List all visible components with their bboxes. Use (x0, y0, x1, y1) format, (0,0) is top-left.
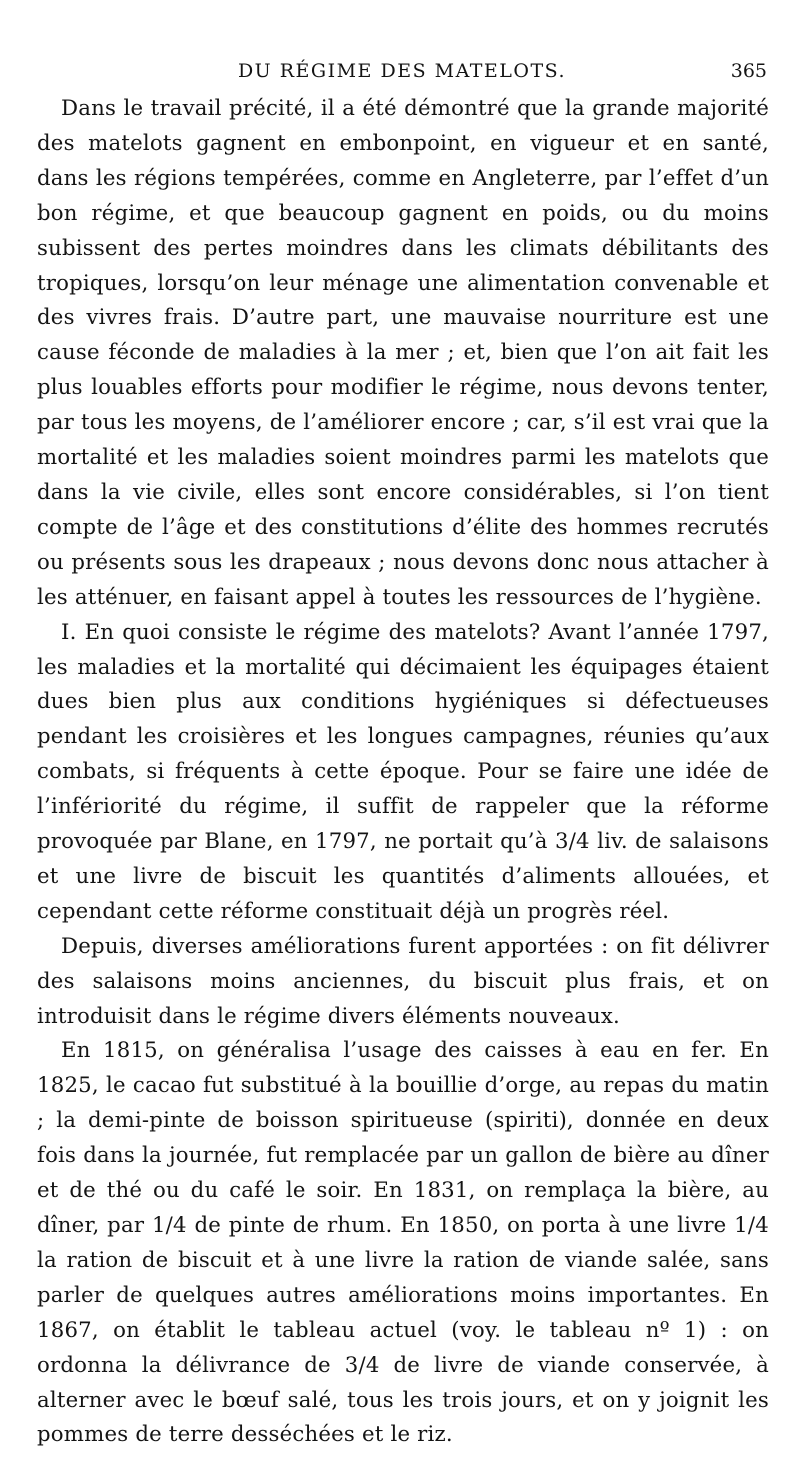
running-title: DU RÉGIME DES MATELOTS. (237, 60, 567, 82)
body-text (37, 92, 769, 1453)
paragraph-2: I. En quoi consiste le régime des matelots? Avant l’année 1797, les maladies et la mortalité qui décimaient les équipages étaient dues bien plus aux conditions hygiéniques si défectueuses pendant les croisières et les longues campagnes, réunies qu’aux combats, si fréquents à cette époque. Pour se faire une idée de l’infériorité du régime, il suffit de rappeler que la réforme provoquée par Blane, en 1797, ne portait qu’à 3/4 liv. de salaisons et une livre de biscuit les quantités d’aliments allouées, et cependant cette réforme constituait déjà un progrès réel. (37, 619, 769, 924)
paragraph-4: En 1815, on généralisa l’usage des caisses à eau en fer. En 1825, le cacao fut substitué à la bouillie d’orge, au repas du matin ; la demi-pinte de boisson spiritueuse (spiriti), donnée en deux fois dans la journée, fut remplacée par un gallon de bière au dîner et de thé ou du café le soir. En 1831, on remplaça la bière, au dîner, par 1/4 de pinte de rhum. En 1850, on porta à une livre 1/4 la ration de biscuit et à une livre la ration de viande salée, sans parler de quelques autres améliorations moins importantes. En 1867, on établit le tableau actuel (voy. le tableau nº 1) : on ordonna la délivrance de 3/4 de livre de viande conservée, à alterner avec le bœuf salé, tous les trois jours, et on y joignit les pommes de terre desséchées et le riz. (37, 1038, 769, 1448)
page-number: 365 (730, 60, 767, 82)
paragraph-1: Dans le travail précité, il a été démontré que la grande majorité des matelots gagnent en embonpoint, en vigueur et en santé, dans les régions tempérées, comme en Angleterre, par l’effet d’un bon régime, et que beaucoup gagnent en poids, ou du moins subissent des pertes moindres dans les climats débilitants des tropiques, lorsqu’on leur ménage une alimentation convenable et des vivres frais. D’autre part, une mauvaise nourriture est une cause féconde de maladies à la mer ; et, bien que l’on ait fait les plus louables efforts pour modifier le régime, nous devons tenter, par tous les moyens, de l’améliorer encore ; car, s’il est vrai que la mortalité et les maladies soient moindres parmi les matelots que dans la vie civile, elles sont encore considérables, si l’on tient compte de l’âge et des constitutions d’élite des hommes recrutés ou présents sous les drapeaux ; nous devons donc nous attacher à les atténuer, en faisant appel à toutes les ressources de l’hygiène. (37, 96, 769, 610)
running-head (37, 56, 767, 90)
paragraph-3: Depuis, diverses améliorations furent apportées : on fit délivrer des salaisons moins anciennes, du biscuit plus frais, et on introduisit dans le régime divers éléments nouveaux. (37, 933, 769, 1029)
